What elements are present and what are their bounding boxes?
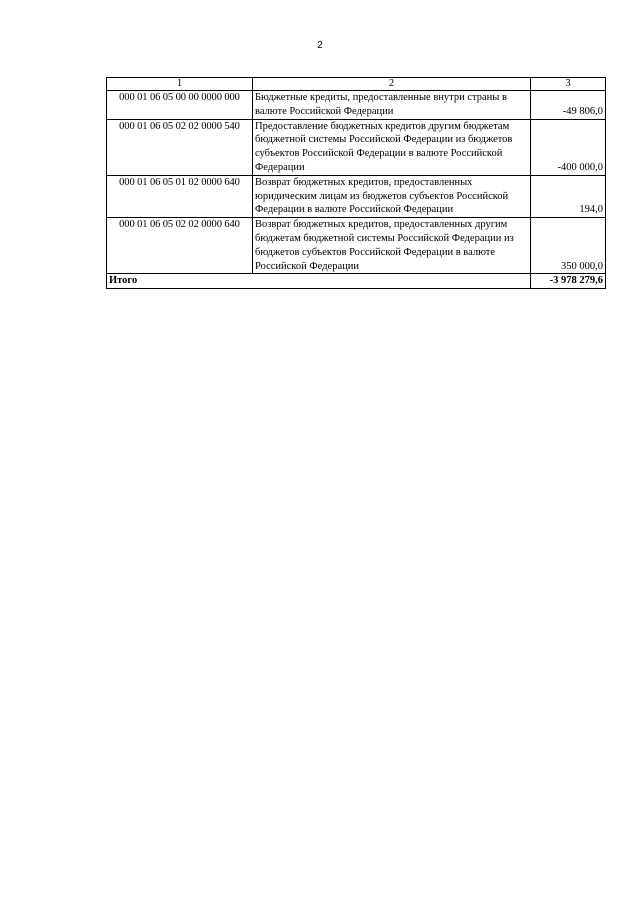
description-cell: Возврат бюджетных кредитов, предоставленных другим бюджетам бюджетной системы Российской Федерации из бюджетов субъектов Российской Федерации в валюте Российской Федерации bbox=[253, 218, 531, 274]
amount-cell: -49 806,0 bbox=[531, 91, 606, 120]
budget-code-cell: 000 01 06 05 00 00 0000 000 bbox=[107, 91, 253, 120]
total-amount: -3 978 279,6 bbox=[531, 274, 606, 289]
amount-cell: -400 000,0 bbox=[531, 119, 606, 175]
page-number: 2 bbox=[317, 40, 323, 51]
table-row bbox=[107, 175, 606, 217]
description-cell: Возврат бюджетных кредитов, предоставленных юридическим лицам из бюджетов субъектов Российской Федерации в валюте Российской Федерации bbox=[253, 175, 531, 217]
table-row bbox=[107, 218, 606, 274]
column-header-code: 1 bbox=[107, 78, 253, 91]
budget-code-cell: 000 01 06 05 02 02 0000 540 bbox=[107, 119, 253, 175]
table-row bbox=[107, 119, 606, 175]
table-row bbox=[107, 91, 606, 120]
column-header-amount: 3 bbox=[531, 78, 606, 91]
budget-code-cell: 000 01 06 05 01 02 0000 640 bbox=[107, 175, 253, 217]
description-cell: Бюджетные кредиты, предоставленные внутри страны в валюте Российской Федерации bbox=[253, 91, 531, 120]
amount-cell: 350 000,0 bbox=[531, 218, 606, 274]
budget-code-cell: 000 01 06 05 02 02 0000 640 bbox=[107, 218, 253, 274]
total-label: Итого bbox=[107, 274, 531, 289]
amount-cell: 194,0 bbox=[531, 175, 606, 217]
total-row bbox=[107, 274, 606, 289]
description-cell: Предоставление бюджетных кредитов другим бюджетам бюджетной системы Российской Федерации из бюджетов субъектов Российской Федерации в валюте Российской Федерации bbox=[253, 119, 531, 175]
table-header-row bbox=[107, 78, 606, 91]
budget-sources-table bbox=[106, 77, 606, 289]
column-header-name: 2 bbox=[253, 78, 531, 91]
